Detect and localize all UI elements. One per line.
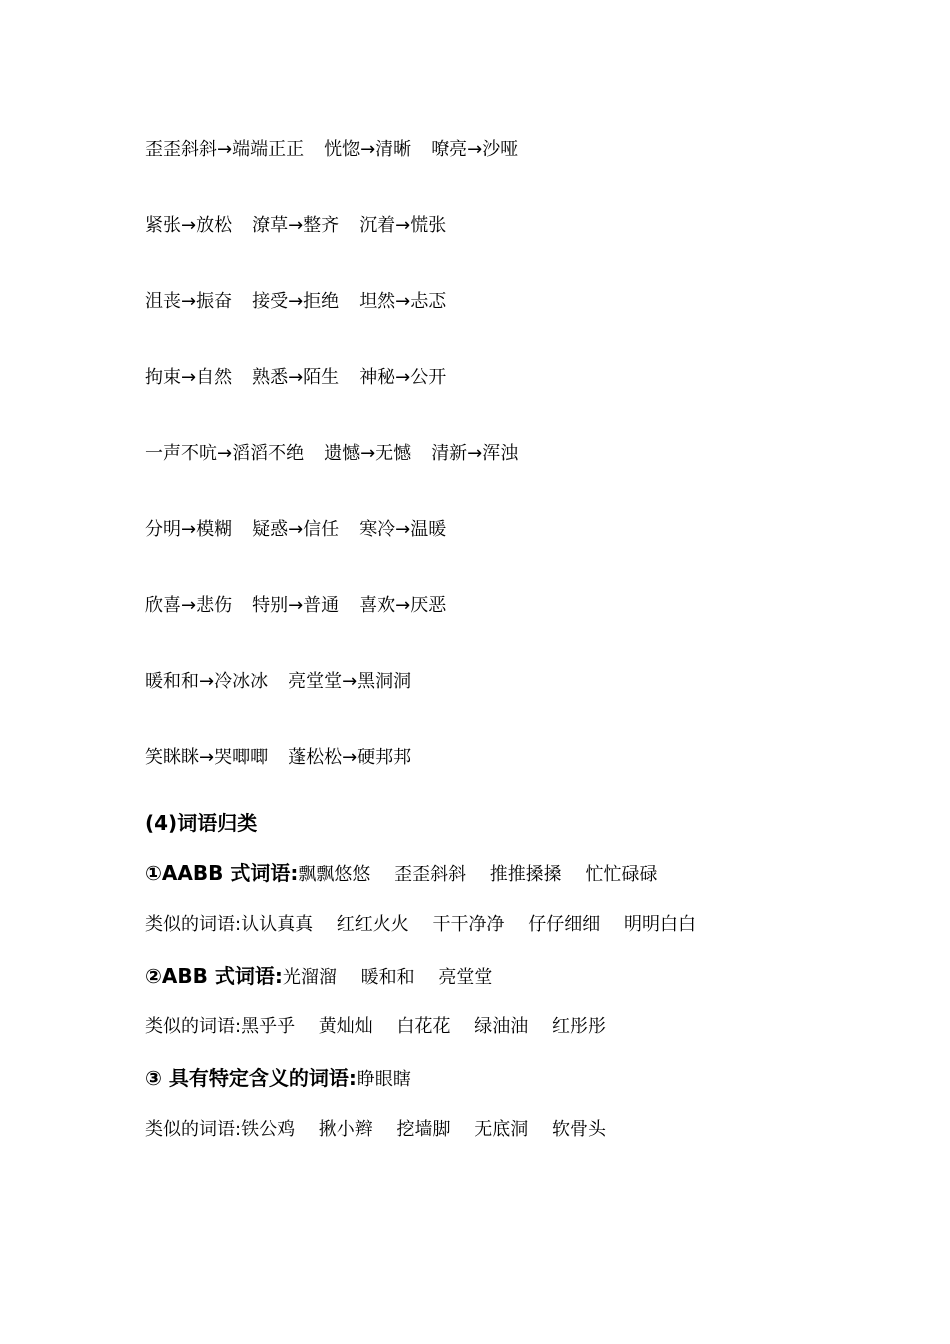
antonym-row-5 xyxy=(145,442,518,466)
antonym-pair: 沮丧→振奋 xyxy=(145,291,233,312)
antonym-row-8 xyxy=(145,670,411,694)
antonym-row-2 xyxy=(145,214,446,238)
aabb-similar: 类似的词语:认认真真 红红火火 干干净净 仔仔细细 明明白白 xyxy=(145,914,696,935)
aabb-row xyxy=(145,861,658,887)
antonym-pair: 蓬松松→硬邦邦 xyxy=(288,747,412,768)
special-label: ③ 具有特定含义的词语: xyxy=(145,1066,357,1090)
abb-similar: 类似的词语:黑乎乎 黄灿灿 白花花 绿油油 红彤彤 xyxy=(145,1016,606,1037)
antonym-pair: 熟悉→陌生 xyxy=(252,367,340,388)
antonym-pair: 神秘→公开 xyxy=(359,367,447,388)
antonym-pair: 一声不吭→滔滔不绝 xyxy=(145,443,305,464)
antonym-pair: 拘束→自然 xyxy=(145,367,233,388)
abb-label: ②ABB 式词语: xyxy=(145,964,283,988)
antonym-pair: 清新→浑浊 xyxy=(431,443,519,464)
antonym-pair: 欣喜→悲伤 xyxy=(145,595,233,616)
antonym-pair: 亮堂堂→黑洞洞 xyxy=(288,671,412,692)
special-words: 睁眼瞎 xyxy=(356,1069,411,1090)
antonym-pair: 寒冷→温暖 xyxy=(359,519,447,540)
antonym-row-4 xyxy=(145,366,446,390)
antonym-pair: 恍惚→清晰 xyxy=(324,139,412,160)
section-title: (4)词语归类 xyxy=(145,811,258,835)
antonym-pair: 特别→普通 xyxy=(252,595,340,616)
antonym-pair: 疑惑→信任 xyxy=(252,519,340,540)
special-row xyxy=(145,1066,411,1092)
antonym-pair: 紧张→放松 xyxy=(145,215,233,236)
aabb-label: ①AABB 式词语: xyxy=(145,861,299,885)
antonym-pair: 坦然→忐忑 xyxy=(359,291,447,312)
antonym-row-1 xyxy=(145,138,518,162)
antonym-row-9 xyxy=(145,746,411,770)
antonym-pair: 遗憾→无憾 xyxy=(324,443,412,464)
special-similar: 类似的词语:铁公鸡 揪小辫 挖墙脚 无底洞 软骨头 xyxy=(145,1119,606,1140)
abb-row xyxy=(145,964,492,990)
antonym-pair: 接受→拒绝 xyxy=(252,291,340,312)
antonym-pair: 歪歪斜斜→端端正正 xyxy=(145,139,305,160)
antonym-pair: 沉着→慌张 xyxy=(359,215,447,236)
antonym-pair: 嘹亮→沙哑 xyxy=(431,139,519,160)
antonym-pair: 暖和和→冷冰冰 xyxy=(145,671,269,692)
antonym-pair: 分明→模糊 xyxy=(145,519,233,540)
antonym-row-6 xyxy=(145,518,446,542)
antonym-row-7 xyxy=(145,594,446,618)
antonym-pair: 笑眯眯→哭唧唧 xyxy=(145,747,269,768)
antonym-row-3 xyxy=(145,290,446,314)
aabb-words: 飘飘悠悠 歪歪斜斜 推推搡搡 忙忙碌碌 xyxy=(298,864,658,885)
antonym-pair: 喜欢→厌恶 xyxy=(359,595,447,616)
abb-words: 光溜溜 暖和和 亮堂堂 xyxy=(282,967,493,988)
antonym-pair: 潦草→整齐 xyxy=(252,215,340,236)
